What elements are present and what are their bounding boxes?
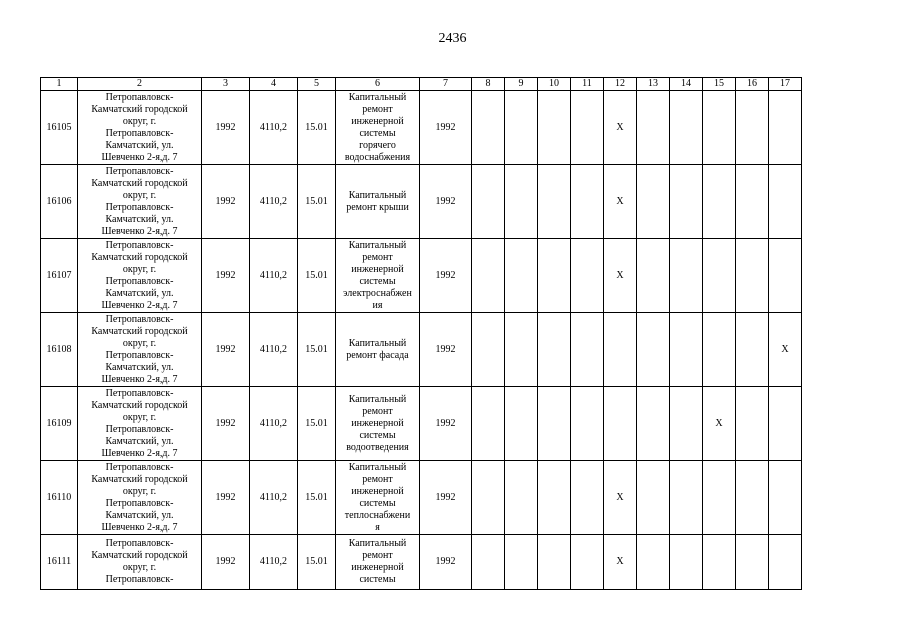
mark-cell: X xyxy=(604,461,637,535)
mark-cell xyxy=(571,461,604,535)
mark-cell xyxy=(703,535,736,590)
mark-cell xyxy=(538,239,571,313)
mark-cell xyxy=(670,461,703,535)
header-row xyxy=(41,78,802,91)
mark-cell xyxy=(703,165,736,239)
mark-cell xyxy=(472,535,505,590)
mark-cell xyxy=(769,387,802,461)
mark-cell xyxy=(670,387,703,461)
mark-cell xyxy=(703,461,736,535)
header-cell: 12 xyxy=(604,78,637,91)
mark-cell xyxy=(670,313,703,387)
header-cell: 4 xyxy=(250,78,298,91)
mark-cell xyxy=(604,313,637,387)
address-cell: Петропавловск- Камчатский городской округ, г. Петропавловск- Камчатский, ул. Шевченко 2-я,д. 7 xyxy=(78,239,202,313)
mark-cell: X xyxy=(604,535,637,590)
mark-cell: X xyxy=(604,165,637,239)
row-id-cell: 16106 xyxy=(41,165,78,239)
mark-cell xyxy=(505,313,538,387)
year-cell: 1992 xyxy=(202,165,250,239)
mark-cell xyxy=(538,165,571,239)
row-id-cell: 16105 xyxy=(41,91,78,165)
row-id-cell: 16109 xyxy=(41,387,78,461)
area-cell: 4110,2 xyxy=(250,387,298,461)
planned-year-cell: 1992 xyxy=(420,91,472,165)
header-cell: 1 xyxy=(41,78,78,91)
mark-cell xyxy=(505,239,538,313)
header-cell: 10 xyxy=(538,78,571,91)
code-cell: 15.01 xyxy=(298,165,336,239)
table-row xyxy=(41,91,802,165)
header-cell: 3 xyxy=(202,78,250,91)
work-type-cell: Капитальный ремонт инженерной системы xyxy=(336,535,420,590)
row-id-cell: 16108 xyxy=(41,313,78,387)
data-table xyxy=(40,77,802,590)
mark-cell xyxy=(670,91,703,165)
address-cell: Петропавловск- Камчатский городской округ, г. Петропавловск- Камчатский, ул. Шевченко 2-я,д. 7 xyxy=(78,91,202,165)
header-cell: 13 xyxy=(637,78,670,91)
mark-cell xyxy=(736,461,769,535)
table-row xyxy=(41,239,802,313)
page-number: 2436 xyxy=(438,31,467,46)
mark-cell xyxy=(472,239,505,313)
header-cell: 15 xyxy=(703,78,736,91)
table-row xyxy=(41,387,802,461)
address-cell: Петропавловск- Камчатский городской округ, г. Петропавловск- xyxy=(78,535,202,590)
code-cell: 15.01 xyxy=(298,387,336,461)
header-cell: 11 xyxy=(571,78,604,91)
mark-cell xyxy=(538,91,571,165)
year-cell: 1992 xyxy=(202,461,250,535)
mark-cell: X xyxy=(703,387,736,461)
planned-year-cell: 1992 xyxy=(420,387,472,461)
code-cell: 15.01 xyxy=(298,461,336,535)
table-row xyxy=(41,461,802,535)
row-id-cell: 16107 xyxy=(41,239,78,313)
mark-cell xyxy=(571,165,604,239)
mark-cell xyxy=(538,461,571,535)
work-type-cell: Капитальный ремонт инженерной системы водоотведения xyxy=(336,387,420,461)
mark-cell xyxy=(571,535,604,590)
code-cell: 15.01 xyxy=(298,535,336,590)
work-type-cell: Капитальный ремонт инженерной системы горячего водоснабжения xyxy=(336,91,420,165)
mark-cell xyxy=(736,535,769,590)
mark-cell xyxy=(604,387,637,461)
planned-year-cell: 1992 xyxy=(420,165,472,239)
mark-cell xyxy=(769,91,802,165)
mark-cell xyxy=(736,165,769,239)
row-id-cell: 16110 xyxy=(41,461,78,535)
mark-cell xyxy=(538,313,571,387)
mark-cell xyxy=(571,313,604,387)
work-type-cell: Капитальный ремонт фасада xyxy=(336,313,420,387)
mark-cell xyxy=(472,165,505,239)
planned-year-cell: 1992 xyxy=(420,313,472,387)
table-row xyxy=(41,165,802,239)
mark-cell xyxy=(736,91,769,165)
area-cell: 4110,2 xyxy=(250,535,298,590)
mark-cell xyxy=(703,313,736,387)
mark-cell xyxy=(670,239,703,313)
mark-cell xyxy=(769,165,802,239)
planned-year-cell: 1992 xyxy=(420,239,472,313)
address-cell: Петропавловск- Камчатский городской округ, г. Петропавловск- Камчатский, ул. Шевченко 2-я,д. 7 xyxy=(78,461,202,535)
header-cell: 9 xyxy=(505,78,538,91)
mark-cell xyxy=(637,387,670,461)
mark-cell xyxy=(769,535,802,590)
planned-year-cell: 1992 xyxy=(420,461,472,535)
address-cell: Петропавловск- Камчатский городской округ, г. Петропавловск- Камчатский, ул. Шевченко 2-я,д. 7 xyxy=(78,313,202,387)
mark-cell: X xyxy=(604,239,637,313)
mark-cell xyxy=(703,91,736,165)
mark-cell xyxy=(571,91,604,165)
area-cell: 4110,2 xyxy=(250,165,298,239)
code-cell: 15.01 xyxy=(298,313,336,387)
area-cell: 4110,2 xyxy=(250,461,298,535)
mark-cell xyxy=(505,461,538,535)
work-type-cell: Капитальный ремонт инженерной системы теплоснабжени я xyxy=(336,461,420,535)
mark-cell xyxy=(637,461,670,535)
mark-cell xyxy=(571,387,604,461)
area-cell: 4110,2 xyxy=(250,239,298,313)
code-cell: 15.01 xyxy=(298,91,336,165)
mark-cell xyxy=(736,387,769,461)
header-cell: 5 xyxy=(298,78,336,91)
header-cell: 7 xyxy=(420,78,472,91)
mark-cell xyxy=(637,313,670,387)
area-cell: 4110,2 xyxy=(250,91,298,165)
year-cell: 1992 xyxy=(202,91,250,165)
mark-cell xyxy=(505,387,538,461)
planned-year-cell: 1992 xyxy=(420,535,472,590)
year-cell: 1992 xyxy=(202,239,250,313)
mark-cell xyxy=(769,461,802,535)
row-id-cell: 16111 xyxy=(41,535,78,590)
work-type-cell: Капитальный ремонт инженерной системы электроснабжен ия xyxy=(336,239,420,313)
header-cell: 17 xyxy=(769,78,802,91)
work-type-cell: Капитальный ремонт крыши xyxy=(336,165,420,239)
address-cell: Петропавловск- Камчатский городской округ, г. Петропавловск- Камчатский, ул. Шевченко 2-я,д. 7 xyxy=(78,387,202,461)
mark-cell: X xyxy=(769,313,802,387)
code-cell: 15.01 xyxy=(298,239,336,313)
mark-cell xyxy=(538,535,571,590)
year-cell: 1992 xyxy=(202,535,250,590)
mark-cell xyxy=(637,91,670,165)
mark-cell xyxy=(670,535,703,590)
header-cell: 2 xyxy=(78,78,202,91)
header-cell: 16 xyxy=(736,78,769,91)
header-cell: 8 xyxy=(472,78,505,91)
mark-cell xyxy=(703,239,736,313)
mark-cell xyxy=(505,91,538,165)
mark-cell xyxy=(637,535,670,590)
mark-cell xyxy=(571,239,604,313)
header-cell: 6 xyxy=(336,78,420,91)
header-cell: 14 xyxy=(670,78,703,91)
year-cell: 1992 xyxy=(202,313,250,387)
mark-cell: X xyxy=(604,91,637,165)
mark-cell xyxy=(472,387,505,461)
mark-cell xyxy=(736,313,769,387)
year-cell: 1992 xyxy=(202,387,250,461)
area-cell: 4110,2 xyxy=(250,313,298,387)
mark-cell xyxy=(538,387,571,461)
mark-cell xyxy=(505,535,538,590)
table-row xyxy=(41,535,802,590)
mark-cell xyxy=(769,239,802,313)
mark-cell xyxy=(670,165,703,239)
mark-cell xyxy=(505,165,538,239)
address-cell: Петропавловск- Камчатский городской округ, г. Петропавловск- Камчатский, ул. Шевченко 2-я,д. 7 xyxy=(78,165,202,239)
mark-cell xyxy=(637,239,670,313)
table-body xyxy=(41,78,802,590)
mark-cell xyxy=(472,313,505,387)
mark-cell xyxy=(472,91,505,165)
mark-cell xyxy=(472,461,505,535)
mark-cell xyxy=(637,165,670,239)
table-row xyxy=(41,313,802,387)
mark-cell xyxy=(736,239,769,313)
